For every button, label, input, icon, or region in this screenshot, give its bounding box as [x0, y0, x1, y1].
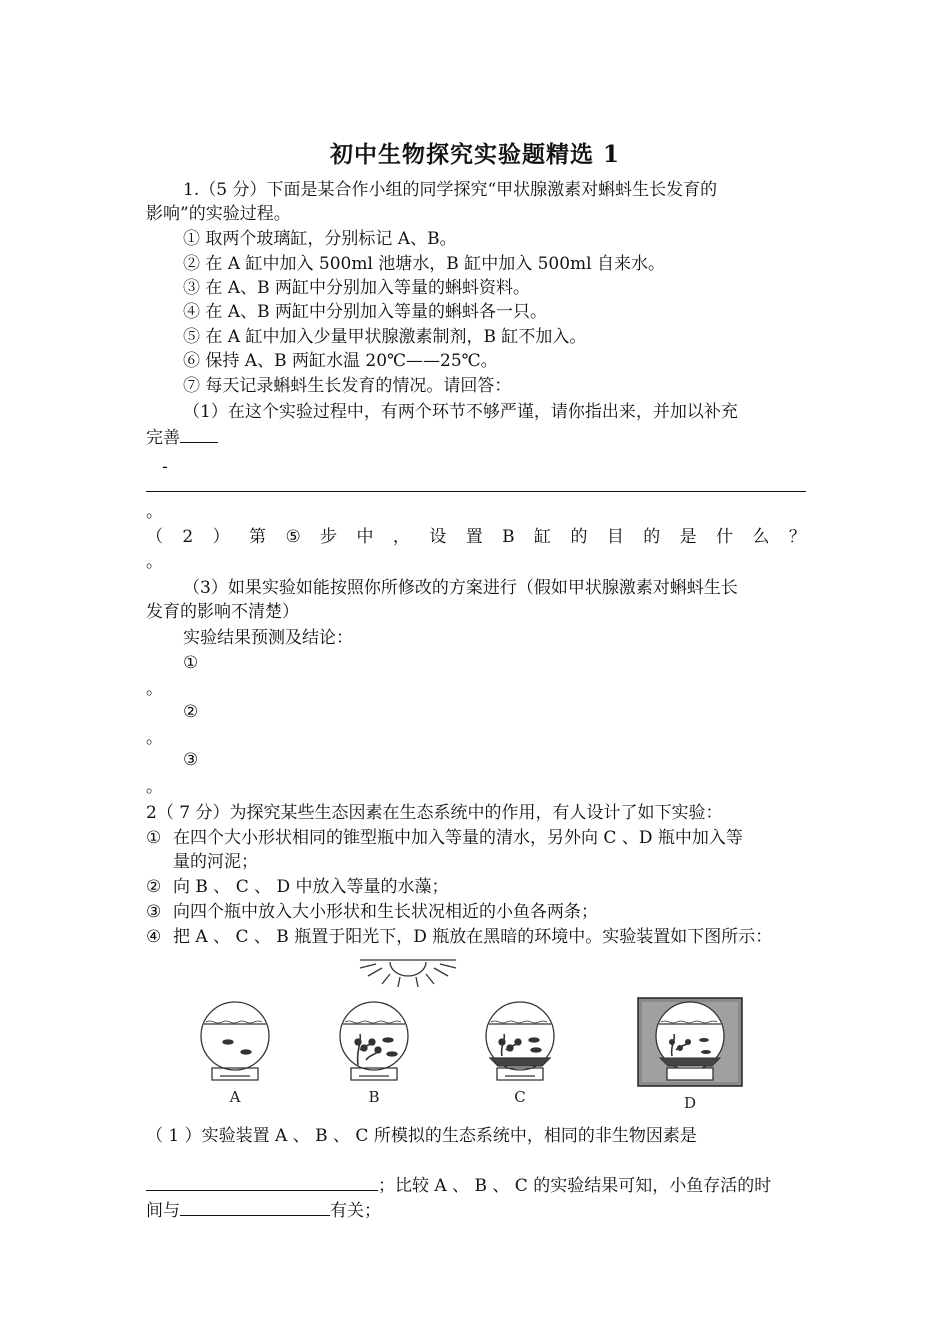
q2-step-3-line1: 向四个瓶中放入大小形状和生长状况相近的小鱼各两条； — [173, 902, 598, 922]
q1-step-4: ④ 在 A、B 两缸中分别加入等量的蝌蚪各一只。 — [183, 302, 547, 322]
q2-sub1-line2: ；比较 A 、 B 、 C 的实验结果可知，小鱼存活的时 — [146, 1173, 771, 1198]
q1-step-3: ③ 在 A、B 两缸中分别加入等量的蝌蚪资料。 — [183, 278, 530, 298]
q1-part1-label: 完善 — [146, 428, 180, 448]
jar-a — [201, 1002, 269, 1080]
q1-step-1: ① 取两个玻璃缸，分别标记 A、B。 — [183, 229, 457, 249]
q2-sub1-blank1[interactable] — [146, 1173, 378, 1191]
q1-part1-end: 。 — [146, 502, 163, 522]
q1-part1-line2 — [146, 425, 218, 450]
q1-part2-end: 。 — [146, 552, 163, 572]
q1-predict-label: 实验结果预测及结论： — [183, 628, 353, 648]
q1-predict-end-2: 。 — [146, 728, 163, 748]
q1-part1-answer-line[interactable] — [146, 491, 806, 492]
q2-step-2-num: ② — [146, 877, 162, 897]
q1-predict-end-3: 。 — [146, 777, 163, 797]
sun-icon — [360, 960, 456, 987]
q1-intro-line2: 影响”的实验过程。 — [146, 204, 291, 224]
q1-part2-question: （ 2 ） 第 ⑤ 步 中 ， 设 置 B 缸 的 目 的 是 什 么 ？ — [146, 527, 806, 547]
q2-sub1-line1: （ 1 ）实验装置 A 、 B 、 C 所模拟的生态系统中，相同的非生物因素是 — [146, 1126, 697, 1146]
q1-part3-line1: （3）如果实验如能按照你所修改的方案进行（假如甲状腺激素对蝌蚪生长 — [183, 578, 738, 598]
page-title: 初中生物探究实验题精选 1 — [329, 141, 620, 168]
q1-predict-mark-1: ① — [183, 653, 199, 673]
jar-b — [340, 1002, 408, 1080]
q2-step-2-line1: 向 B 、 C 、 D 中放入等量的水藻； — [173, 877, 449, 897]
q1-step-6: ⑥ 保持 A、B 两缸水温 20℃——25℃。 — [183, 351, 498, 371]
q1-part1-line1: （1）在这个实验过程中，有两个环节不够严谨，请你指出来，并加以补充 — [183, 402, 738, 422]
q2-sub1-line3: 间与 有关； — [146, 1198, 381, 1223]
q1-predict-end-1: 。 — [146, 679, 163, 699]
experiment-setup-figure — [190, 950, 750, 1115]
jar-c — [486, 1002, 554, 1080]
q1-part1-answer-blank[interactable] — [180, 425, 218, 443]
q1-part3-line2: 发育的影响不清楚） — [146, 602, 299, 622]
q2-step-3-num: ③ — [146, 902, 162, 922]
jar-d — [638, 998, 742, 1086]
q1-intro-line1: 1.（5 分）下面是某合作小组的同学探究“甲状腺激素对蝌蚪生长发育的 — [183, 180, 718, 200]
q1-step-7: ⑦ 每天记录蝌蚪生长发育的情况。请回答： — [183, 376, 512, 396]
jar-label-a: A — [229, 1088, 241, 1106]
q1-predict-mark-3: ③ — [183, 750, 199, 770]
jar-label-d: D — [683, 1094, 697, 1112]
q2-step-4-num: ④ — [146, 927, 162, 947]
jar-label-b: B — [368, 1088, 380, 1106]
q1-step-2: ② 在 A 缸中加入 500ml 池塘水，B 缸中加入 500ml 自来水。 — [183, 254, 666, 274]
jar-label-c: C — [514, 1088, 526, 1106]
q1-part1-dash: - — [162, 457, 168, 477]
q1-step-5: ⑤ 在 A 缸中加入少量甲状腺激素制剂，B 缸不加入。 — [183, 327, 587, 347]
q2-step-1-num: ① — [146, 828, 162, 848]
q1-predict-mark-2: ② — [183, 702, 199, 722]
q2-step-4-line1: 把 A 、 C 、 B 瓶置于阳光下，D 瓶放在黑暗的环境中。实验装置如下图所示： — [173, 927, 773, 947]
q2-step-1-line1: 在四个大小形状相同的锥型瓶中加入等量的清水，另外向 C 、D 瓶中加入等 — [173, 828, 743, 848]
q2-intro: 2（ 7 分）为探究某些生态因素在生态系统中的作用，有人设计了如下实验： — [146, 803, 723, 823]
q2-step-1-line2: 量的河泥； — [173, 852, 258, 872]
q2-sub1-blank2[interactable] — [180, 1198, 330, 1216]
